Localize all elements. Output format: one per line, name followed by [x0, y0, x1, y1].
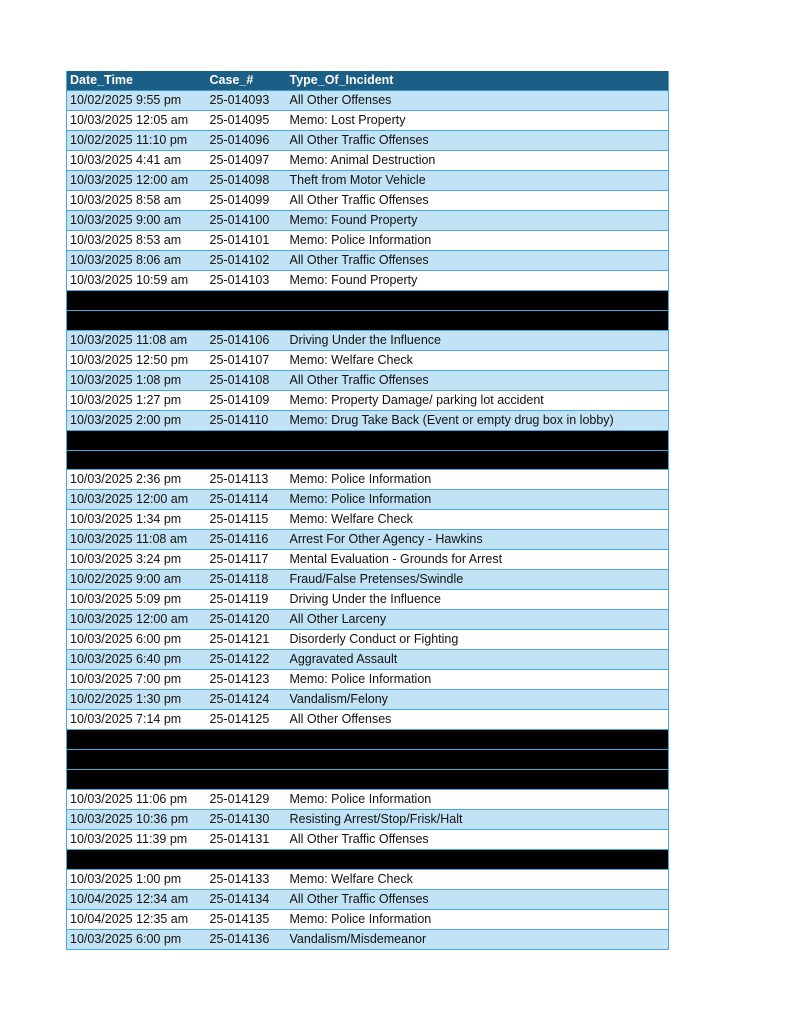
case-number-cell: 25-014118 [207, 570, 287, 590]
case-number-cell: 25-014121 [207, 630, 287, 650]
incident-type-cell: Memo: Animal Destruction [287, 151, 669, 171]
table-row [67, 271, 669, 291]
date-time-cell: 10/03/2025 12:50 pm [67, 350, 207, 370]
case-number-cell: 25-014101 [207, 231, 287, 251]
redacted-cell [67, 430, 207, 450]
redacted-cell [207, 291, 287, 311]
date-time-cell: 10/04/2025 12:35 am [67, 909, 207, 929]
incident-type-cell: Memo: Drug Take Back (Event or empty drug box in lobby) [287, 410, 669, 430]
redacted-row [67, 291, 669, 311]
case-number-cell: 25-014108 [207, 370, 287, 390]
table-row [67, 630, 669, 650]
table-row [67, 690, 669, 710]
date-time-cell: 10/02/2025 9:55 pm [67, 91, 207, 111]
date-time-cell: 10/03/2025 12:00 am [67, 171, 207, 191]
case-number-cell: 25-014131 [207, 829, 287, 849]
incident-type-cell: All Other Traffic Offenses [287, 251, 669, 271]
header-type-of-incident: Type_Of_Incident [287, 71, 669, 91]
case-number-cell: 25-014102 [207, 251, 287, 271]
redacted-cell [207, 750, 287, 770]
date-time-cell: 10/03/2025 5:09 pm [67, 590, 207, 610]
table-header [67, 71, 669, 91]
date-time-cell: 10/03/2025 12:00 am [67, 490, 207, 510]
table-row [67, 191, 669, 211]
incident-type-cell: All Other Traffic Offenses [287, 829, 669, 849]
table-row [67, 650, 669, 670]
table-row [67, 350, 669, 370]
redacted-cell [287, 450, 669, 470]
case-number-cell: 25-014123 [207, 670, 287, 690]
case-number-cell: 25-014135 [207, 909, 287, 929]
redacted-row [67, 750, 669, 770]
incident-type-cell: All Other Larceny [287, 610, 669, 630]
incident-type-cell: Memo: Property Damage/ parking lot accident [287, 390, 669, 410]
incident-type-cell: Aggravated Assault [287, 650, 669, 670]
case-number-cell: 25-014124 [207, 690, 287, 710]
redacted-cell [67, 849, 207, 869]
date-time-cell: 10/03/2025 10:36 pm [67, 809, 207, 829]
table-row [67, 231, 669, 251]
table-row [67, 211, 669, 231]
incident-type-cell: All Other Offenses [287, 710, 669, 730]
case-number-cell: 25-014122 [207, 650, 287, 670]
incident-type-cell: All Other Traffic Offenses [287, 889, 669, 909]
date-time-cell: 10/03/2025 11:08 am [67, 330, 207, 350]
case-number-cell: 25-014117 [207, 550, 287, 570]
table-row [67, 670, 669, 690]
date-time-cell: 10/03/2025 10:59 am [67, 271, 207, 291]
case-number-cell: 25-014133 [207, 869, 287, 889]
incident-type-cell: Memo: Police Information [287, 231, 669, 251]
table-row [67, 91, 669, 111]
case-number-cell: 25-014100 [207, 211, 287, 231]
date-time-cell: 10/03/2025 6:40 pm [67, 650, 207, 670]
redacted-cell [287, 849, 669, 869]
table-row [67, 470, 669, 490]
redacted-cell [67, 750, 207, 770]
redacted-cell [287, 750, 669, 770]
redacted-cell [207, 730, 287, 750]
case-number-cell: 25-014093 [207, 91, 287, 111]
table-row [67, 510, 669, 530]
redacted-cell [67, 450, 207, 470]
case-number-cell: 25-014099 [207, 191, 287, 211]
case-number-cell: 25-014113 [207, 470, 287, 490]
table-row [67, 809, 669, 829]
case-number-cell: 25-014116 [207, 530, 287, 550]
incident-type-cell: All Other Offenses [287, 91, 669, 111]
case-number-cell: 25-014098 [207, 171, 287, 191]
date-time-cell: 10/04/2025 12:34 am [67, 889, 207, 909]
date-time-cell: 10/03/2025 8:53 am [67, 231, 207, 251]
redacted-cell [67, 311, 207, 331]
redacted-cell [207, 450, 287, 470]
table-row [67, 869, 669, 889]
table-row [67, 370, 669, 390]
incident-type-cell: Memo: Welfare Check [287, 350, 669, 370]
table-row [67, 590, 669, 610]
date-time-cell: 10/03/2025 6:00 pm [67, 630, 207, 650]
table-row [67, 929, 669, 949]
redacted-cell [67, 291, 207, 311]
date-time-cell: 10/03/2025 12:00 am [67, 610, 207, 630]
case-number-cell: 25-014130 [207, 809, 287, 829]
incident-type-cell: Memo: Lost Property [287, 111, 669, 131]
redacted-row [67, 849, 669, 869]
redacted-row [67, 430, 669, 450]
date-time-cell: 10/03/2025 1:34 pm [67, 510, 207, 530]
case-number-cell: 25-014103 [207, 271, 287, 291]
date-time-cell: 10/03/2025 6:00 pm [67, 929, 207, 949]
incident-type-cell: Memo: Found Property [287, 271, 669, 291]
date-time-cell: 10/03/2025 8:58 am [67, 191, 207, 211]
incident-type-cell: Memo: Police Information [287, 670, 669, 690]
date-time-cell: 10/03/2025 1:27 pm [67, 390, 207, 410]
table-row [67, 710, 669, 730]
table-row [67, 251, 669, 271]
redacted-row [67, 311, 669, 331]
case-number-cell: 25-014095 [207, 111, 287, 131]
incident-type-cell: Vandalism/Felony [287, 690, 669, 710]
table-row [67, 330, 669, 350]
incident-log-table [66, 71, 669, 950]
incident-type-cell: Memo: Found Property [287, 211, 669, 231]
incident-type-cell: Memo: Welfare Check [287, 869, 669, 889]
case-number-cell: 25-014107 [207, 350, 287, 370]
date-time-cell: 10/03/2025 7:14 pm [67, 710, 207, 730]
incident-type-cell: Memo: Police Information [287, 490, 669, 510]
table-row [67, 570, 669, 590]
incident-type-cell: Memo: Police Information [287, 470, 669, 490]
case-number-cell: 25-014125 [207, 710, 287, 730]
case-number-cell: 25-014110 [207, 410, 287, 430]
redacted-cell [207, 430, 287, 450]
redacted-cell [287, 311, 669, 331]
table-row [67, 390, 669, 410]
date-time-cell: 10/02/2025 11:10 pm [67, 131, 207, 151]
case-number-cell: 25-014119 [207, 590, 287, 610]
date-time-cell: 10/03/2025 4:41 am [67, 151, 207, 171]
date-time-cell: 10/02/2025 9:00 am [67, 570, 207, 590]
redacted-cell [287, 430, 669, 450]
case-number-cell: 25-014096 [207, 131, 287, 151]
table-row [67, 171, 669, 191]
case-number-cell: 25-014120 [207, 610, 287, 630]
date-time-cell: 10/03/2025 11:39 pm [67, 829, 207, 849]
case-number-cell: 25-014114 [207, 490, 287, 510]
table-row [67, 490, 669, 510]
table-row [67, 610, 669, 630]
redacted-row [67, 770, 669, 790]
date-time-cell: 10/03/2025 2:00 pm [67, 410, 207, 430]
case-number-cell: 25-014109 [207, 390, 287, 410]
case-number-cell: 25-014129 [207, 789, 287, 809]
date-time-cell: 10/03/2025 12:05 am [67, 111, 207, 131]
redacted-cell [287, 291, 669, 311]
incident-type-cell: Disorderly Conduct or Fighting [287, 630, 669, 650]
date-time-cell: 10/03/2025 3:24 pm [67, 550, 207, 570]
redacted-cell [67, 770, 207, 790]
table-row [67, 151, 669, 171]
incident-type-cell: Fraud/False Pretenses/Swindle [287, 570, 669, 590]
incident-type-cell: Memo: Police Information [287, 789, 669, 809]
redacted-cell [67, 730, 207, 750]
case-number-cell: 25-014097 [207, 151, 287, 171]
table-row [67, 789, 669, 809]
redacted-cell [287, 730, 669, 750]
table-row [67, 131, 669, 151]
incident-type-cell: Arrest For Other Agency - Hawkins [287, 530, 669, 550]
redacted-cell [207, 311, 287, 331]
redacted-row [67, 450, 669, 470]
table-row [67, 829, 669, 849]
date-time-cell: 10/03/2025 8:06 am [67, 251, 207, 271]
incident-type-cell: Mental Evaluation - Grounds for Arrest [287, 550, 669, 570]
incident-type-cell: Theft from Motor Vehicle [287, 171, 669, 191]
header-row [67, 71, 669, 91]
case-number-cell: 25-014134 [207, 889, 287, 909]
incident-type-cell: Memo: Welfare Check [287, 510, 669, 530]
incident-type-cell: Resisting Arrest/Stop/Frisk/Halt [287, 809, 669, 829]
table-row [67, 410, 669, 430]
incident-type-cell: Driving Under the Influence [287, 330, 669, 350]
case-number-cell: 25-014136 [207, 929, 287, 949]
date-time-cell: 10/03/2025 9:00 am [67, 211, 207, 231]
incident-type-cell: Memo: Police Information [287, 909, 669, 929]
table-row [67, 909, 669, 929]
redacted-row [67, 730, 669, 750]
case-number-cell: 25-014115 [207, 510, 287, 530]
incident-type-cell: Driving Under the Influence [287, 590, 669, 610]
table-body [67, 91, 669, 949]
header-case-number: Case_# [207, 71, 287, 91]
incident-type-cell: All Other Traffic Offenses [287, 131, 669, 151]
incident-type-cell: All Other Traffic Offenses [287, 370, 669, 390]
date-time-cell: 10/02/2025 1:30 pm [67, 690, 207, 710]
case-number-cell: 25-014106 [207, 330, 287, 350]
date-time-cell: 10/03/2025 1:08 pm [67, 370, 207, 390]
date-time-cell: 10/03/2025 11:06 pm [67, 789, 207, 809]
date-time-cell: 10/03/2025 7:00 pm [67, 670, 207, 690]
redacted-cell [287, 770, 669, 790]
table-row [67, 530, 669, 550]
header-date-time: Date_Time [67, 71, 207, 91]
date-time-cell: 10/03/2025 11:08 am [67, 530, 207, 550]
redacted-cell [207, 849, 287, 869]
incident-type-cell: All Other Traffic Offenses [287, 191, 669, 211]
incident-type-cell: Vandalism/Misdemeanor [287, 929, 669, 949]
date-time-cell: 10/03/2025 1:00 pm [67, 869, 207, 889]
table-row [67, 111, 669, 131]
redacted-cell [207, 770, 287, 790]
table-row [67, 550, 669, 570]
date-time-cell: 10/03/2025 2:36 pm [67, 470, 207, 490]
table-row [67, 889, 669, 909]
